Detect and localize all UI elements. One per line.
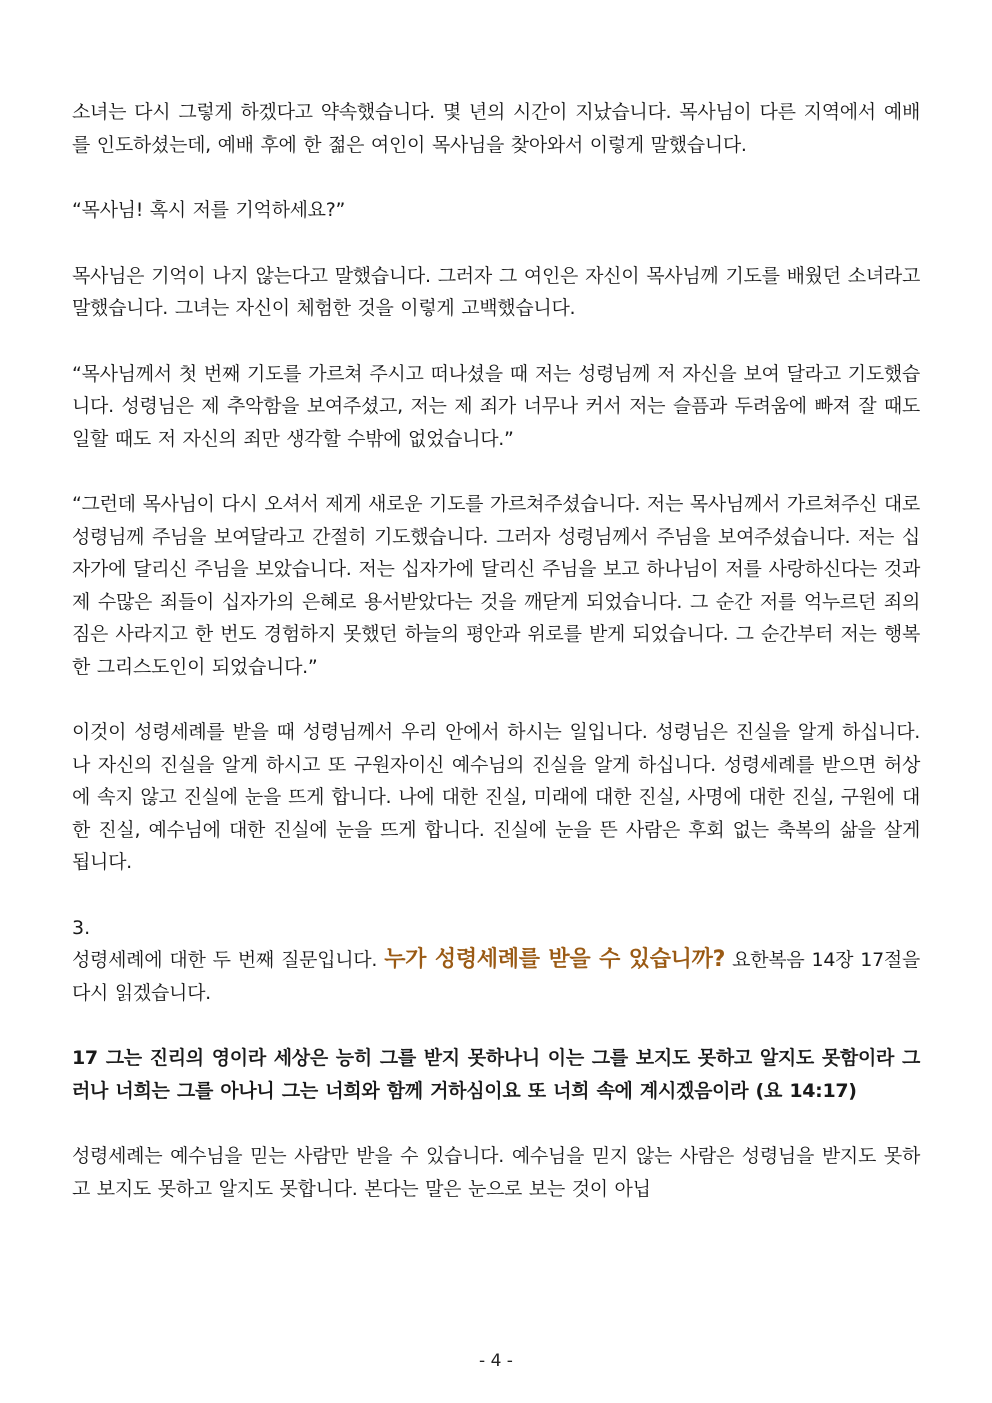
paragraph-7-intro: 성령세례에 대한 두 번째 질문입니다. (72, 949, 385, 971)
section-number: 3. (72, 916, 91, 939)
paragraph-7-outro: 요한복음 14장 17절을 다시 읽겠습니다. (72, 949, 920, 1004)
paragraph-1: 소녀는 다시 그렇게 하겠다고 약속했습니다. 몇 년의 시간이 지났습니다. 목사님이 다른 지역에서 예배를 인도하셨는데, 예배 후에 한 젊은 여인이 목사님을 찾아와서 이렇게 말했습니다. (72, 101, 920, 156)
paragraph-7 (72, 944, 920, 1009)
paragraph-6: 이것이 성령세례를 받을 때 성령님께서 우리 안에서 하시는 일입니다. 성령님은 진실을 알게 하십니다. 나 자신의 진실을 알게 하시고 또 구원자이신 예수님의 진실을 알게 하십니다. 성령세례를 받으면 허상에 속지 않고 진실에 눈을 뜨게 합니다. 나에 대한 진실, 미래에 대한 진실, 사명에 대한 진실, 구원에 대한 진실, 예수님에 대한 진실에 눈을 뜨게 합니다. 진실에 눈을 뜬 사람은 후회 없는 축복의 삶을 살게 됩니다. (72, 721, 920, 873)
paragraph-2-quote: “목사님! 혹시 저를 기억하세요?” (72, 199, 346, 221)
document-page (72, 96, 920, 1205)
highlighted-question: 누가 성령세례를 받을 수 있습니까? (384, 947, 726, 972)
page-number: - 4 - (479, 1351, 513, 1371)
paragraph-4-quote: “목사님께서 첫 번째 기도를 가르쳐 주시고 떠나셨을 때 저는 성령님께 저 자신을 보여 달라고 기도했습니다. 성령님은 제 추악함을 보여주셨고, 저는 제 죄가 너무나 커서 저는 슬픔과 두려움에 빠져 잘 때도 일할 때도 저 자신의 죄만 생각할 수밖에 없었습니다.” (72, 362, 920, 450)
paragraph-5-quote: “그런데 목사님이 다시 오셔서 제게 새로운 기도를 가르쳐주셨습니다. 저는 목사님께서 가르쳐주신 대로 성령님께 주님을 보여달라고 간절히 기도했습니다. 그러자 성령님께서 주님을 보여주셨습니다. 저는 십자가에 달리신 주님을 보았습니다. 저는 십자가에 달리신 주님을 보고 하나님이 저를 사랑하신다는 것과 제 수많은 죄들이 십자가의 은혜로 용서받았다는 것을 깨닫게 되었습니다. 그 순간 저를 억누르던 죄의 짐은 사라지고 한 번도 경험하지 못했던 하늘의 평안과 위로를 받게 되었습니다. 그 순간부터 저는 행복한 그리스도인이 되었습니다.” (72, 493, 920, 678)
scripture-verse: 17 그는 진리의 영이라 세상은 능히 그를 받지 못하나니 이는 그를 보지도 못하고 알지도 못함이라 그러나 너희는 그를 아나니 그는 너희와 함께 거하심이요 또 너희 속에 계시겠음이라 (요 14:17) (72, 1047, 920, 1102)
paragraph-3: 목사님은 기억이 나지 않는다고 말했습니다. 그러자 그 여인은 자신이 목사님께 기도를 배웠던 소녀라고 말했습니다. 그녀는 자신이 체험한 것을 이렇게 고백했습니다. (72, 264, 920, 319)
paragraph-9: 성령세례는 예수님을 믿는 사람만 받을 수 있습니다. 예수님을 믿지 않는 사람은 성령님을 받지도 못하고 보지도 못하고 알지도 못합니다. 본다는 말은 눈으로 보는 것이 아닙 (72, 1145, 920, 1200)
